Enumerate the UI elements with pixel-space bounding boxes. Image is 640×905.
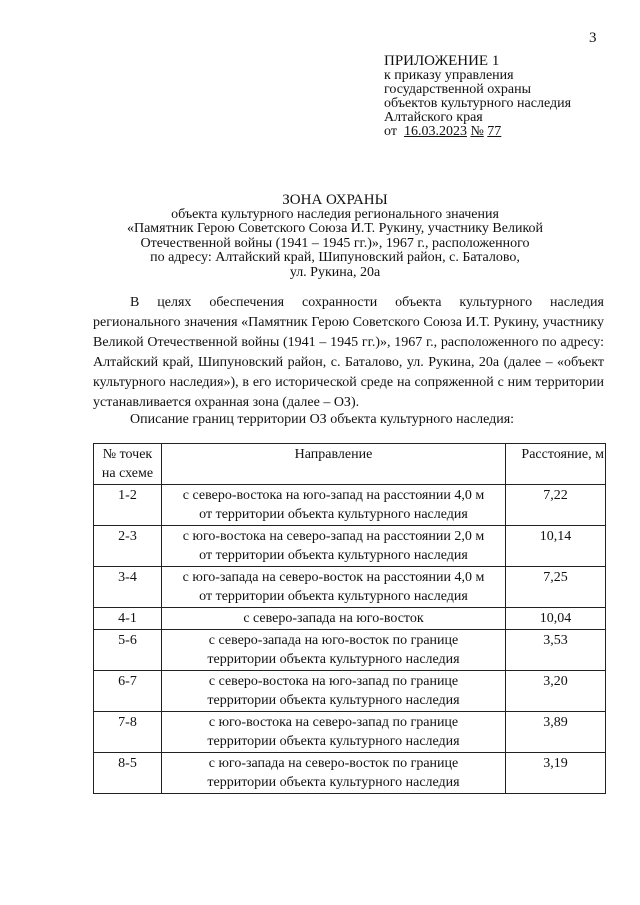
table-header-row [94,444,606,485]
cell-points: 3-4 [94,567,162,608]
order-date: 16.03.2023 [403,124,467,139]
cell-points: 7-8 [94,712,162,753]
cell-distance: 3,53 [506,630,606,671]
title-line: ул. Рукина, 20а [289,264,381,280]
cell-distance: 3,20 [506,671,606,712]
cell-direction: с северо-востока на юго-запад по границе территории объекта культурного наследия [162,671,506,712]
cell-direction: с северо-востока на юго-запад на расстоянии 4,0 м от территории объекта культурного наследия [162,485,506,526]
cell-points: 6-7 [94,671,162,712]
cell-direction: с северо-запада на юго-восток по границе территории объекта культурного наследия [162,630,506,671]
cell-distance: 7,22 [506,485,606,526]
table-row [94,608,606,630]
appendix-line: объектов культурного наследия [384,96,572,111]
header-points [94,444,162,485]
appendix-heading: ПРИЛОЖЕНИЕ 1 [384,53,500,69]
number-sign: № [470,124,484,139]
table-row [94,526,606,567]
cell-distance: 3,89 [506,712,606,753]
table-row [94,567,606,608]
appendix-line: Алтайского края [384,110,483,125]
cell-points: 2-3 [94,526,162,567]
header-points-line: на схеме [101,466,154,481]
cell-points: 1-2 [94,485,162,526]
table-row [94,712,606,753]
table-caption: Описание границ территории ОЗ объекта культурного наследия: [130,412,515,427]
appendix-line: к приказу управления [384,68,514,83]
boundary-table [93,443,606,794]
cell-direction: с юго-запада на северо-восток по границе территории объекта культурного наследия [162,753,506,794]
appendix-line: государственной охраны [384,82,532,97]
cell-direction: с юго-востока на северо-запад на расстоянии 2,0 м от территории объекта культурного наследия [162,526,506,567]
table-row [94,485,606,526]
date-prefix: от [384,124,397,139]
appendix-header [384,54,571,139]
cell-points: 8-5 [94,753,162,794]
table-row [94,753,606,794]
page-number: 3 [589,30,597,46]
document-title [100,193,570,280]
table-row [94,671,606,712]
header-direction: Направление [162,444,506,485]
order-number: 77 [487,124,502,139]
cell-points: 4-1 [94,608,162,630]
title-line: объекта культурного наследия регионального значения [171,206,499,222]
cell-direction: с северо-запада на юго-восток [162,608,506,630]
cell-points: 5-6 [94,630,162,671]
cell-direction: с юго-востока на северо-запад по границе территории объекта культурного наследия [162,712,506,753]
intro-paragraph: В целях обеспечения сохранности объекта культурного наследия регионального значения «Памятник Герою Советского Союза И.Т. Рукину, участнику Великой Отечественной войны (1941 – 1945 гг.)», 1967 г., расположенного по адресу: Алтайский край, Шипуновский район, с. Баталово, ул. Рукина, 20а (далее – «объект культурного наследия»), в его исторической среде на сопряженной с ним территории устанавливается охранная зона (далее – ОЗ). [93,295,604,410]
cell-distance: 3,19 [506,753,606,794]
header-points-line: № точек [102,447,153,462]
table-row [94,630,606,671]
cell-distance: 7,25 [506,567,606,608]
title-line: Отечественной войны (1941 – 1945 гг.)», 1967 г., расположенного [140,235,530,251]
cell-direction: с юго-запада на северо-восток на расстоянии 4,0 м от территории объекта культурного наследия [162,567,506,608]
order-date-line [384,125,571,139]
cell-distance: 10,04 [506,608,606,630]
title-main: ЗОНА ОХРАНЫ [282,192,388,208]
title-line: по адресу: Алтайский край, Шипуновский район, с. Баталово, [150,250,520,265]
title-line: «Памятник Герою Советского Союза И.Т. Рукину, участнику Великой [126,221,544,236]
header-distance: Расстояние, м [506,444,606,485]
cell-distance: 10,14 [506,526,606,567]
